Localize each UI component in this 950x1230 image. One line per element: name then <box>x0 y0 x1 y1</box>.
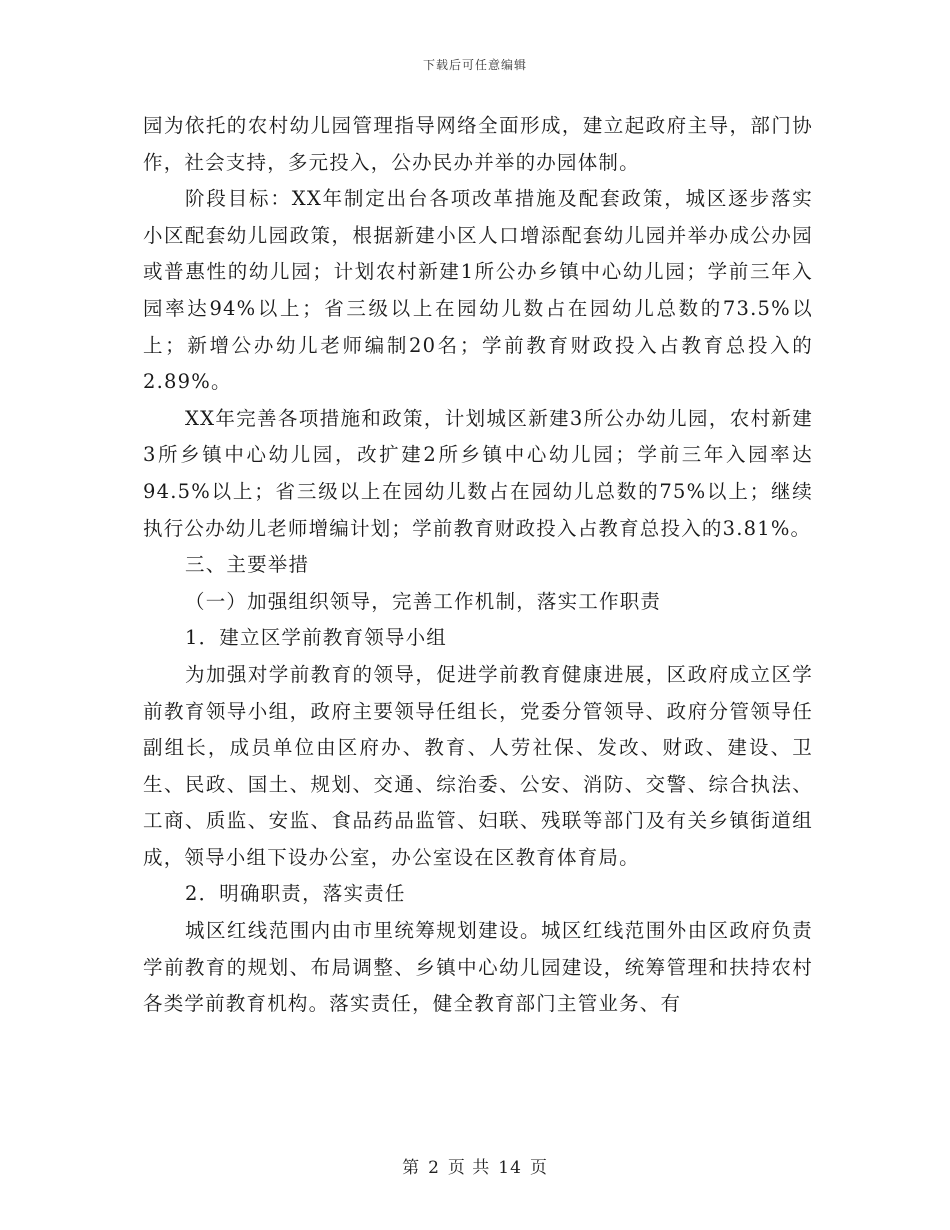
paragraph-1: 园为依托的农村幼儿园管理指导网络全面形成，建立起政府主导，部门协作，社会支持，多元投入，公办民办并举的办园体制。 <box>143 114 813 174</box>
page-total: 14 <box>498 1158 522 1178</box>
item-heading-1: 1．建立区学前教育领导小组 <box>185 626 448 650</box>
page-mid: 页 共 <box>447 1158 491 1178</box>
subsection-heading-1: （一）加强组织领导，完善工作机制，落实工作职责 <box>185 589 662 613</box>
page-current: 2 <box>428 1158 440 1178</box>
item-heading-2: 2．明确职责，落实责任 <box>185 882 406 906</box>
page-prefix: 第 <box>402 1158 421 1178</box>
paragraph-2: 阶段目标：XX年制定出台各项改革措施及配套政策，城区逐步落实小区配套幼儿园政策，根据新建小区人口增添配套幼儿园并举办成公办园或普惠性的幼儿园；计划农村新建1所公办乡镇中心幼儿园；学前三年入园率达94%以上；省三级以上在园幼儿数占在园幼儿总数的73.5%以上；新增公办幼儿老师编制20名；学前教育财政投入占教育总投入的2.89%。 <box>143 187 813 394</box>
paragraph-5: 城区红线范围内由市里统筹规划建设。城区红线范围外由区政府负责学前教育的规划、布局调整、乡镇中心幼儿园建设，统筹管理和扶持农村各类学前教育机构。落实责任，健全教育部门主管业务、有 <box>143 919 813 1016</box>
page-number <box>0 1153 950 1178</box>
section-heading-3: 三、主要举措 <box>185 553 310 577</box>
page-suffix: 页 <box>529 1158 548 1178</box>
paragraph-4: 为加强对学前教育的领导，促进学前教育健康进展，区政府成立区学前教育领导小组，政府主要领导任组长，党委分管领导、政府分管领导任副组长，成员单位由区府办、教育、人劳社保、发改、财政、建设、卫生、民政、国土、规划、交通、综治委、公安、消防、交警、综合执法、工商、质监、安监、食品药品监管、妇联、残联等部门及有关乡镇街道组成，领导小组下设办公室，办公室设在区教育体育局。 <box>143 662 813 869</box>
document-body <box>143 108 813 1023</box>
header-note: 下载后可任意编辑 <box>422 58 527 72</box>
paragraph-3: XX年完善各项措施和政策，计划城区新建3所公办幼儿园，农村新建3所乡镇中心幼儿园，改扩建2所乡镇中心幼儿园；学前三年入园率达94.5%以上；省三级以上在园幼儿数占在园幼儿总数的75%以上；继续执行公办幼儿老师增编计划；学前教育财政投入占教育总投入的3.81%。 <box>143 406 813 540</box>
